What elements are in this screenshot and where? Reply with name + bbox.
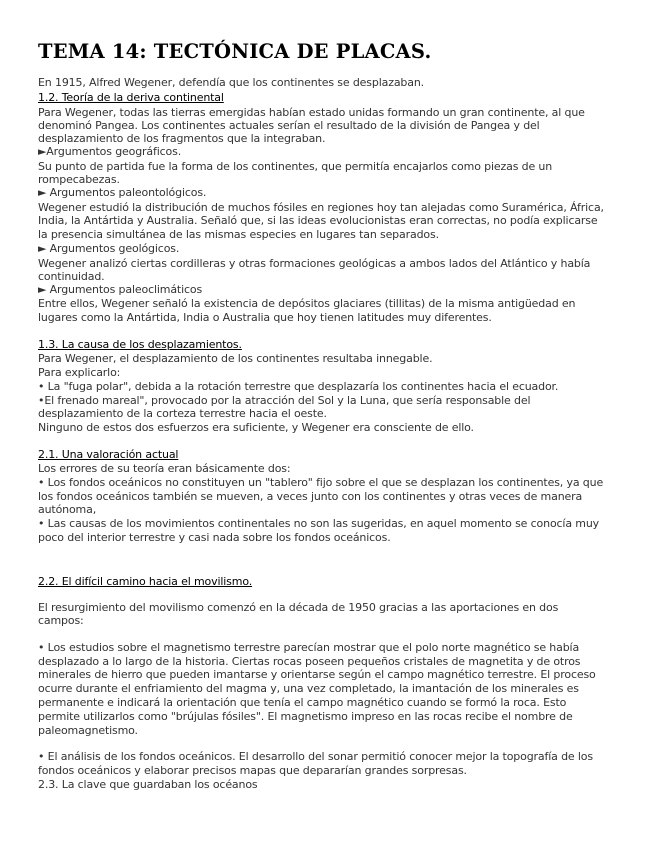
text-line: Wegener analizó ciertas cordilleras y otras formaciones geológicas a ambos lados del Atlántico y había (38, 257, 591, 270)
text-line: la presencia simultánea de las mismas especies en lugares tan separados. (38, 228, 439, 241)
text-line: Los errores de su teoría eran básicamente dos: (38, 462, 291, 475)
text-line: ► Argumentos paleontológicos. (38, 186, 207, 199)
text-line: fondos oceánicos y elaborar precisos mapas que depararían grandes sorpresas. (38, 764, 467, 777)
text-line: Wegener estudió la distribución de muchos fósiles en regiones hoy tan alejadas como Suramérica, África, (38, 201, 604, 214)
text-line: • Las causas de los movimientos continentales no son las sugeridas, en aquel momento se conocía muy (38, 517, 600, 530)
text-line: Para Wegener, todas las tierras emergidas habían estado unidas formando un gran continente, al que (38, 106, 585, 119)
text-line: poco del interior terrestre y casi nada sobre los fondos oceánicos. (38, 531, 391, 544)
page-title: TEMA 14: TECTÓNICA DE PLACAS. (38, 40, 432, 63)
text-line: lugares como la Antártida, India o Australia que hoy tienen latitudes muy diferentes. (38, 311, 492, 324)
text-line: •El frenado mareal", provocado por la atracción del Sol y la Luna, que sería responsable del (38, 394, 531, 407)
text-line: campos: (38, 614, 84, 627)
text-line: permite utilizarlos como "brújulas fósiles". El magnetismo impreso en las rocas recibe el nombre de (38, 710, 573, 723)
text-line: Entre ellos, Wegener señaló la existencia de depósitos glaciares (tillitas) de la misma antigüedad en (38, 297, 576, 310)
text-line: continuidad. (38, 270, 105, 283)
text-line: paleomagnetismo. (38, 724, 138, 737)
text-line: ► Argumentos paleoclimáticos (38, 283, 203, 296)
text-line: rompecabezas. (38, 173, 120, 186)
section-heading: 1.3. La causa de los desplazamientos. (38, 338, 242, 351)
text-line: permanente e indicará la orientación que tenía el campo magnético cuando se formó la roca. Esto (38, 696, 567, 709)
section-heading: 1.2. Teoría de la deriva continental (38, 91, 224, 104)
text-line: • Los estudios sobre el magnetismo terrestre parecían mostrar que el polo norte magnético se había (38, 641, 580, 654)
text-line: • La "fuga polar", debida a la rotación terrestre que desplazaría los continentes hacia el ecuador. (38, 380, 559, 393)
text-line: En 1915, Alfred Wegener, defendía que los continentes se desplazaban. (38, 76, 425, 89)
text-line: los fondos oceánicos también se mueven, a veces junto con los continentes y otras veces de manera (38, 490, 583, 503)
text-line: ►Argumentos geográficos. (38, 145, 182, 158)
text-line: Para Wegener, el desplazamiento de los continentes resultaba innegable. (38, 352, 433, 365)
text-line: 2.3. La clave que guardaban los océanos (38, 778, 258, 791)
text-line: Ninguno de estos dos esfuerzos era suficiente, y Wegener era consciente de ello. (38, 421, 474, 434)
text-line: denominó Pangea. Los continentes actuales serían el resultado de la división de Pangea y del (38, 119, 540, 132)
text-line: El resurgimiento del movilismo comenzó en la década de 1950 gracias a las aportaciones en dos (38, 601, 559, 614)
text-line: Para explicarlo: (38, 366, 121, 379)
text-line: India, la Antártida y Australia. Señaló que, si las ideas evolucionistas eran correctas, no podía explicarse (38, 214, 598, 227)
text-line: ocurre durante el enfriamiento del magma y, una vez completado, la imantación de los minerales es (38, 682, 579, 695)
text-line: minerales de hierro que pueden imantarse y orientarse según el campo magnético terrestre. El proceso (38, 668, 596, 681)
text-line: desplazado a lo largo de la historia. Ciertas rocas poseen pequeños cristales de magnetita y de otros (38, 655, 581, 668)
text-line: • El análisis de los fondos oceánicos. El desarrollo del sonar permitió conocer mejor la topografía de los (38, 750, 593, 763)
text-line: desplazamiento de los fragmentos que la integraban. (38, 132, 326, 145)
text-line: • Los fondos oceánicos no constituyen un "tablero" fijo sobre el que se desplazan los continentes, ya que (38, 476, 604, 489)
section-heading: 2.1. Una valoración actual (38, 448, 179, 461)
text-line: Su punto de partida fue la forma de los continentes, que permitía encajarlos como piezas de un (38, 160, 553, 173)
text-line: ► Argumentos geológicos. (38, 242, 180, 255)
text-line: desplazamiento de la corteza terrestre hacia el oeste. (38, 407, 327, 420)
section-heading: 2.2. El difícil camino hacia el movilismo. (38, 575, 253, 588)
text-line: autónoma, (38, 503, 97, 516)
